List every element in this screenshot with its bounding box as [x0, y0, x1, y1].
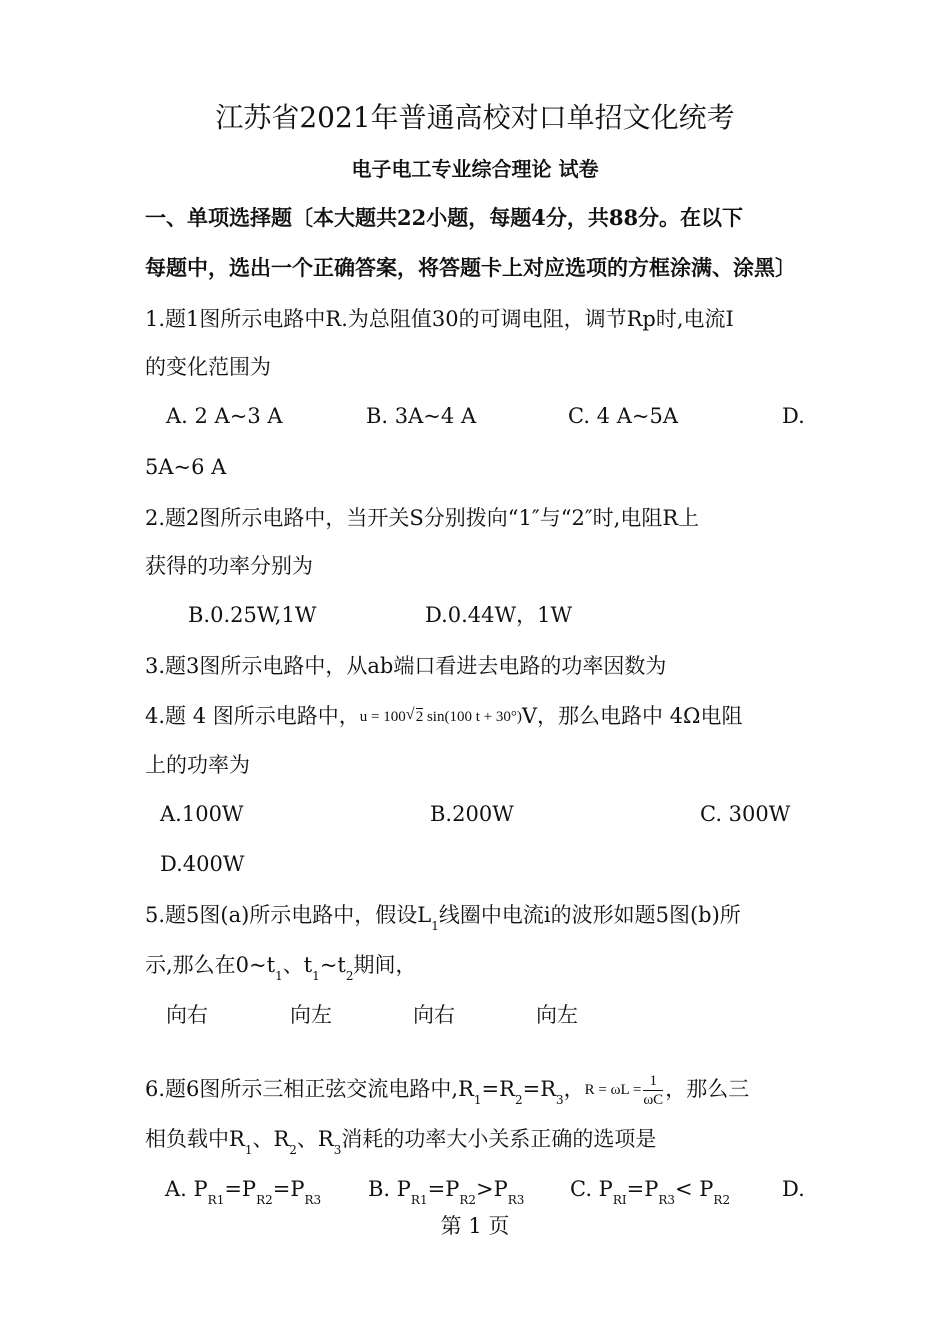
- q4-option-d: D.400W: [160, 852, 245, 876]
- q6-b-sub-2: R2: [459, 1193, 476, 1207]
- q6-sub-l2r1: 1: [244, 1143, 253, 1157]
- q4-option-a: A.100W: [160, 802, 244, 826]
- q4-suffix: V，那么电路中 4Ω电阻: [521, 704, 743, 728]
- page-number: 第 1 页: [440, 1214, 510, 1238]
- q2-option-b: B.0.25W,1W: [188, 603, 317, 627]
- q6-c-text-2: =P: [626, 1177, 659, 1201]
- q1-option-c: C. 4 A~5A: [568, 404, 678, 428]
- q6-b-sub-3: R3: [507, 1193, 525, 1207]
- q1-option-d: D.: [782, 404, 805, 428]
- sqrt-symbol: [406, 702, 424, 732]
- q6-text-b: =R: [481, 1076, 515, 1101]
- q4-stem-line1: [145, 701, 810, 732]
- q6-stem-line2: [145, 1124, 810, 1165]
- q5-stem-line1: [145, 900, 810, 941]
- q1-stem-line1: 1.题1图所示电路中R.为总阻值30的可调电阻，调节Rp时,电流I: [145, 307, 734, 331]
- q6-b-text-3: >P: [476, 1177, 508, 1201]
- exam-subtitle: 电子电工专业综合理论 试卷: [351, 157, 599, 181]
- q6-formula-numerator: 1: [643, 1072, 663, 1091]
- q6-text-g: 、R: [252, 1127, 290, 1151]
- q6-text-c: =R: [522, 1076, 557, 1101]
- q6-option-b: [368, 1174, 524, 1215]
- q1-option-a: A. 2 A~3 A: [166, 404, 283, 428]
- q6-text-h: 、R: [296, 1127, 334, 1151]
- q6-stem-line1: [145, 1072, 810, 1115]
- q4-formula-sqrt-arg: 2: [415, 709, 424, 725]
- q5-text-e: ~t: [319, 953, 346, 977]
- q5-text-f: 期间，: [353, 953, 417, 977]
- section-heading-line2: 每题中，选出一个正确答案，将答题卡上对应选项的方框涂满、涂黑〕: [145, 255, 796, 280]
- q6-c-sub-3: R2: [713, 1193, 731, 1207]
- q5-option-3: 向右: [413, 1003, 455, 1027]
- q1-option-d-value: 5A~6 A: [145, 455, 227, 479]
- q6-c-text-1: C. P: [570, 1177, 613, 1201]
- q4-option-c: C. 300W: [700, 802, 791, 826]
- q4-option-b: B.200W: [430, 802, 514, 826]
- q6-option-d: D.: [782, 1177, 805, 1201]
- q6-a-text-2: =P: [224, 1177, 257, 1201]
- q6-text-i: 消耗的功率大小关系正确的选项是: [341, 1127, 657, 1151]
- q6-text-f: 相负载中R: [145, 1127, 245, 1151]
- q6-text-e: ，那么三: [665, 1076, 750, 1101]
- q6-sub-r2: 2: [514, 1092, 523, 1107]
- q6-option-c: [570, 1174, 730, 1215]
- q5-stem-line2: [145, 950, 810, 991]
- q5-text-d: 、t: [282, 953, 313, 977]
- q2-option-d: D.0.44W，1W: [425, 603, 573, 627]
- q6-a-text-1: A. P: [165, 1177, 208, 1201]
- q6-a-sub-3: R3: [304, 1193, 322, 1207]
- q6-text-a: 6.题6图所示三相正弦交流电路中,R: [145, 1076, 474, 1101]
- q5-option-2: 向左: [290, 1003, 332, 1027]
- q6-a-sub-1: R1: [207, 1193, 225, 1207]
- q6-b-text-2: =P: [427, 1177, 460, 1201]
- q5-text-a: 5.题5图(a)所示电路中，假设L: [145, 903, 432, 927]
- q4-prefix: 4.题 4 图所示电路中，: [145, 704, 360, 728]
- q6-sub-r3: 3: [556, 1092, 564, 1107]
- q5-option-1: 向右: [166, 1003, 208, 1027]
- q6-a-text-3: =P: [272, 1177, 305, 1201]
- q6-b-sub-1: R1: [410, 1193, 428, 1207]
- exam-title: 江苏省2021年普通高校对口单招文化统考: [215, 101, 735, 134]
- q2-stem-line1: 2.题2图所示电路中，当开关S分别拨向“1″与“2″时,电阻R上: [145, 506, 700, 530]
- q5-sub-t2: 2: [345, 969, 354, 983]
- q4-formula-amplitude: u = 100: [359, 709, 406, 725]
- q6-text-d: ，: [563, 1076, 585, 1101]
- q6-formula-left: R = ωL =: [584, 1081, 642, 1098]
- q4-formula-sine: sin(100 t + 30°): [426, 709, 522, 725]
- q1-stem-line2: 的变化范围为: [145, 355, 271, 379]
- q5-text-b: 线圈中电流i的波形如题5图(b)所: [438, 903, 741, 927]
- q6-sub-l2r2: 2: [289, 1143, 297, 1157]
- q6-c-sub-1: RI: [612, 1193, 627, 1207]
- q6-formula-fraction: [643, 1072, 663, 1109]
- q3-stem: 3.题3图所示电路中，从ab端口看进去电路的功率因数为: [145, 654, 667, 678]
- q6-sub-r1: 1: [473, 1092, 482, 1107]
- q5-sub-t1a: 1: [275, 969, 283, 983]
- q2-stem-line2: 获得的功率分别为: [145, 554, 313, 578]
- q4-voltage-formula: [360, 709, 522, 725]
- q5-option-4: 向左: [536, 1003, 578, 1027]
- q6-b-text-1: B. P: [368, 1177, 411, 1201]
- q5-text-c: 示,那么在0~t: [145, 953, 276, 977]
- q6-a-sub-2: R2: [256, 1193, 273, 1207]
- q6-c-sub-2: R3: [658, 1193, 675, 1207]
- q6-c-text-3: < P: [675, 1177, 714, 1201]
- q6-option-a: [165, 1174, 321, 1215]
- q1-option-b: B. 3A~4 A: [366, 404, 477, 428]
- q5-sub-t1b: 1: [312, 969, 320, 983]
- q6-formula-denominator: ωC: [643, 1092, 664, 1108]
- q4-stem-line2: 上的功率为: [145, 753, 250, 777]
- q5-sub-l1: 1: [431, 919, 439, 933]
- q6-sub-l2r3: 3: [333, 1143, 342, 1157]
- section-heading-line1: 一、单项选择题〔本大题共22小题，每题4分，共88分。在以下: [145, 205, 744, 230]
